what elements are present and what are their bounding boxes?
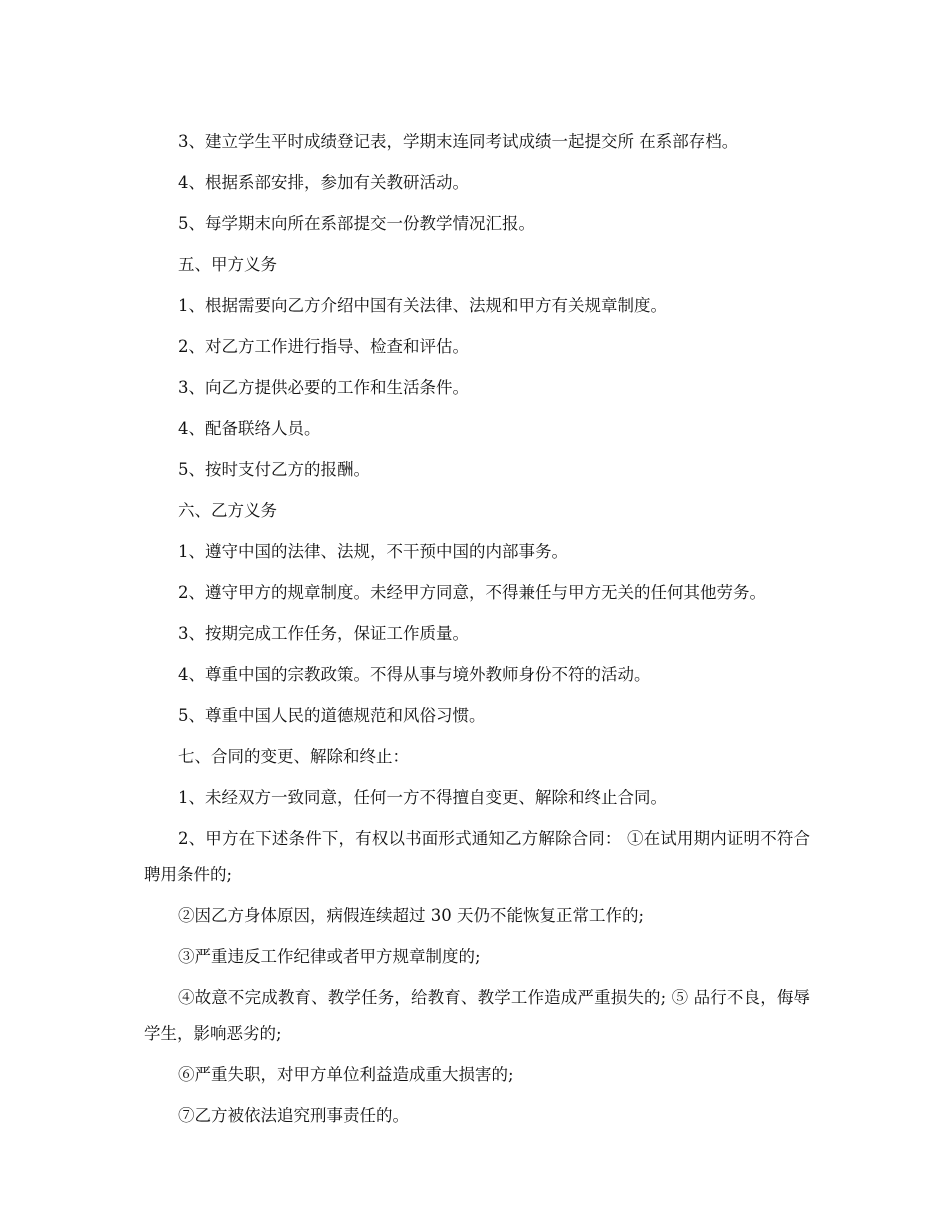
paragraph-item-b3: 3、按期完成工作任务，保证工作质量。 (178, 624, 469, 643)
paragraph-item-5: 5、每学期末向所在系部提交一份教学情况汇报。 (178, 214, 535, 233)
paragraph-item-c2: 2、甲方在下述条件下，有权以书面形式通知乙方解除合同： ①在试用期内证明不符合聘用条件的; (144, 829, 810, 884)
section-heading-party-b-obligations: 六、乙方义务 (178, 501, 277, 520)
paragraph-condition-6: ⑥严重失职，对甲方单位利益造成重大损害的; (178, 1065, 514, 1084)
section-heading-contract-changes: 七、合同的变更、解除和终止： (178, 747, 409, 766)
document-body (144, 124, 810, 1139)
paragraph-item-c1: 1、未经双方一致同意，任何一方不得擅自变更、解除和终止合同。 (178, 788, 667, 807)
paragraph-condition-7: ⑦乙方被依法追究刑事责任的。 (178, 1106, 409, 1125)
paragraph-item-3: 3、建立学生平时成绩登记表，学期末连同考试成绩一起提交所 在系部存档。 (178, 132, 739, 151)
paragraph-item-a3: 3、向乙方提供必要的工作和生活条件。 (178, 378, 469, 397)
paragraph-condition-3: ③严重违反工作纪律或者甲方规章制度的; (178, 947, 481, 966)
paragraph-condition-2: ②因乙方身体原因，病假连续超过 30 天仍不能恢复正常工作的; (178, 906, 645, 925)
paragraph-item-a5: 5、按时支付乙方的报酬。 (178, 460, 370, 479)
paragraph-item-a2: 2、对乙方工作进行指导、检查和评估。 (178, 337, 469, 356)
paragraph-item-4: 4、根据系部安排，参加有关教研活动。 (178, 173, 469, 192)
paragraph-item-a1: 1、根据需要向乙方介绍中国有关法律、法规和甲方有关规章制度。 (178, 296, 667, 315)
paragraph-item-a4: 4、配备联络人员。 (178, 419, 321, 438)
paragraph-item-b1: 1、遵守中国的法律、法规，不干预中国的内部事务。 (178, 542, 568, 561)
section-heading-party-a-obligations: 五、甲方义务 (178, 255, 277, 274)
paragraph-item-b4: 4、尊重中国的宗教政策。不得从事与境外教师身份不符的活动。 (178, 665, 651, 684)
paragraph-item-b5: 5、尊重中国人民的道德规范和风俗习惯。 (178, 706, 486, 725)
paragraph-item-b2: 2、遵守甲方的规章制度。未经甲方同意，不得兼任与甲方无关的任何其他劳务。 (178, 583, 766, 602)
paragraph-condition-4-5: ④故意不完成教育、教学任务，给教育、教学工作造成严重损失的; ⑤ 品行不良，侮辱学生，影响恶劣的; (144, 988, 810, 1043)
